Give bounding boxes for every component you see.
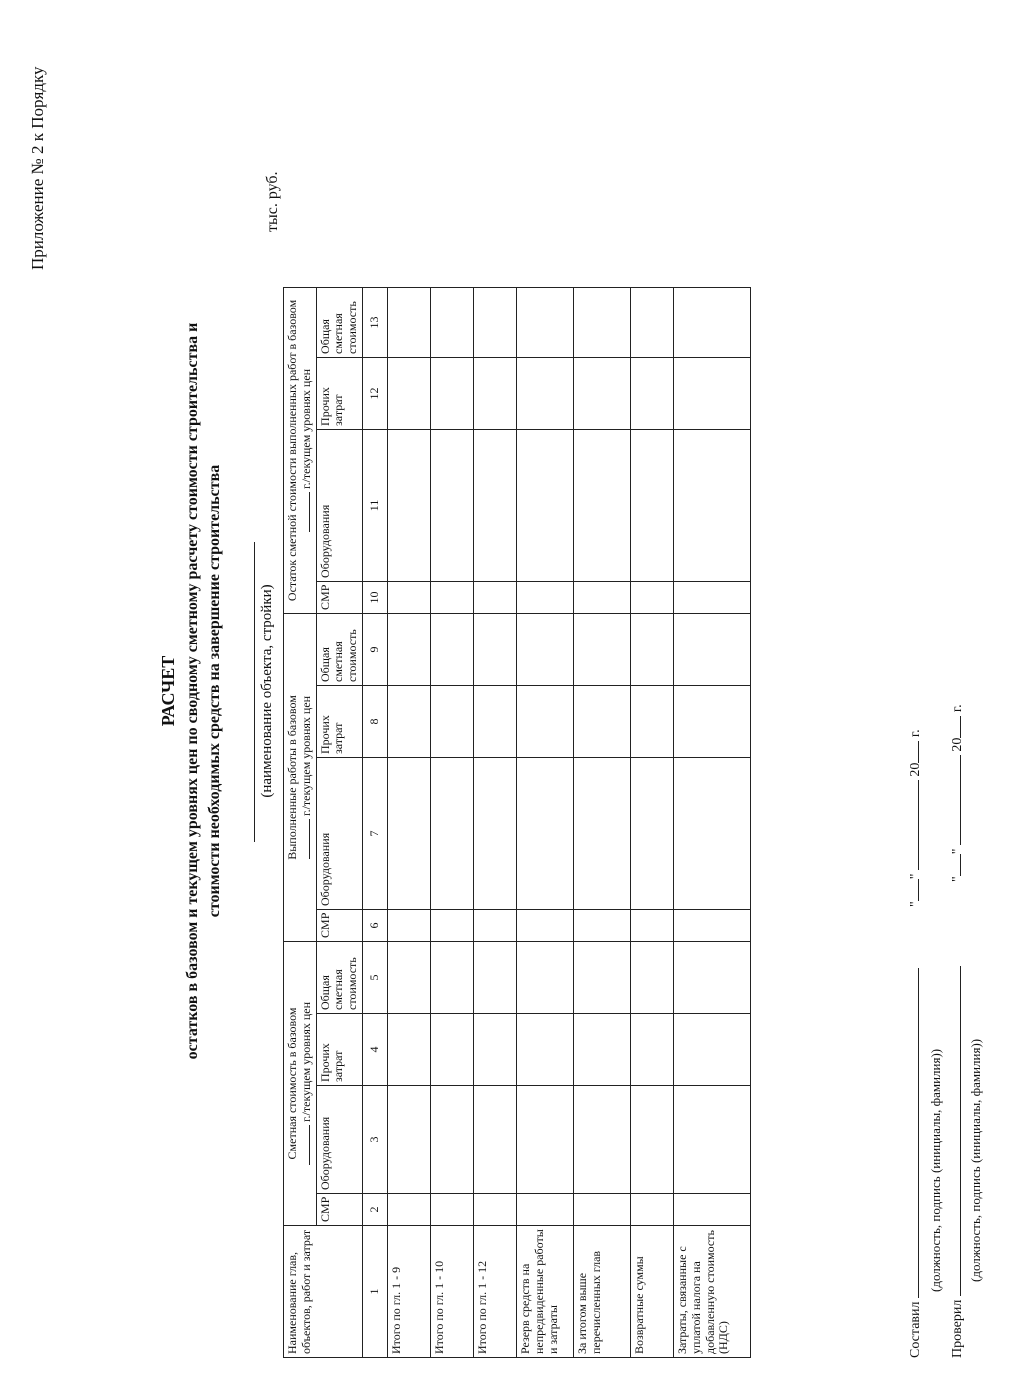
table-cell [516, 1086, 573, 1194]
table-cell [673, 757, 750, 909]
table-cell [630, 1014, 673, 1086]
table-cell [387, 357, 430, 429]
table-cell [630, 581, 673, 613]
column-number: 7 [362, 757, 387, 909]
table-row [430, 287, 473, 1357]
table-cell [473, 581, 516, 613]
table-cell [673, 429, 750, 581]
object-name-blank-line [254, 542, 255, 842]
table-cell [630, 287, 673, 357]
table-cell [630, 941, 673, 1013]
document-subtitle-line1: остатков в базовом и текущем уровнях цен по сводному сметному расчету стоимости строительства и [184, 322, 201, 1060]
table-cell [630, 357, 673, 429]
table-cell [630, 909, 673, 941]
table-cell [630, 685, 673, 757]
table-cell [673, 685, 750, 757]
table-cell [473, 941, 516, 1013]
subheader-other: Прочих затрат [316, 685, 362, 757]
column-number: 5 [362, 941, 387, 1013]
table-cell [573, 613, 630, 685]
document-title: РАСЧЕТ [158, 655, 178, 727]
table-cell [673, 287, 750, 357]
table-cell [473, 287, 516, 357]
column-number: 13 [362, 287, 387, 357]
subheader-smr: СМР [316, 1194, 362, 1226]
table-cell [473, 909, 516, 941]
subheader-other: Прочих затрат [316, 1014, 362, 1086]
table-row [473, 287, 516, 1357]
row-label: Затраты, связанные с уплатой налога на добавленную стоимость (НДС) [673, 1226, 750, 1358]
compiled-by-line [908, 968, 924, 1358]
table-cell [430, 909, 473, 941]
column-number: 11 [362, 429, 387, 581]
calculation-table [283, 287, 751, 1358]
table-cell [673, 581, 750, 613]
subheader-other: Прочих затрат [316, 357, 362, 429]
table-cell [673, 613, 750, 685]
table-cell [673, 909, 750, 941]
table-cell [573, 429, 630, 581]
column-number: 2 [362, 1194, 387, 1226]
table-cell [430, 1194, 473, 1226]
table-cell [387, 1014, 430, 1086]
table-cell [516, 613, 573, 685]
table-cell [387, 613, 430, 685]
object-name-caption: (наименование объекта, стройки) [259, 584, 275, 798]
column-number: 3 [362, 1086, 387, 1194]
subheader-equipment: Оборудования [316, 1086, 362, 1194]
table-row [630, 287, 673, 1357]
table-row [673, 287, 750, 1357]
table-cell [573, 1086, 630, 1194]
column-number: 1 [362, 1226, 387, 1358]
checked-date: "" 20 г. [950, 704, 965, 882]
table-cell [430, 1086, 473, 1194]
table-cell [673, 941, 750, 1013]
table-cell [630, 613, 673, 685]
header-group-remaining-cost: Остаток сметной стоимости выполненных работ в базовом г./текущем уровнях цен [284, 287, 317, 613]
table-cell [473, 429, 516, 581]
compiled-date: "" 20 г. [908, 729, 923, 907]
table-cell [630, 1194, 673, 1226]
subheader-equipment: Оборудования [316, 757, 362, 909]
table-cell [387, 1194, 430, 1226]
document-subtitle-line2: стоимости необходимых средств на завершение строительства [206, 464, 223, 918]
table-cell [573, 581, 630, 613]
table-cell [430, 685, 473, 757]
table-cell [473, 1014, 516, 1086]
table-cell [516, 287, 573, 357]
checked-by-signature-line [960, 966, 961, 1296]
checked-by-line [950, 966, 966, 1358]
header-group-estimated-cost: Сметная стоимость в базовом г./текущем уровнях цен [284, 941, 317, 1225]
table-cell [516, 757, 573, 909]
header-group-completed-works: Выполненные работы в базовом г./текущем уровнях цен [284, 613, 317, 941]
row-label: Резерв средств на непредвиденные работы и затраты [516, 1226, 573, 1358]
table-cell [673, 357, 750, 429]
table-cell [516, 429, 573, 581]
table-cell [430, 357, 473, 429]
table-cell [430, 613, 473, 685]
column-number: 10 [362, 581, 387, 613]
column-number: 4 [362, 1014, 387, 1086]
header-name-column: Наименование глав, объектов, работ и затрат [284, 1226, 363, 1358]
table-cell [473, 1086, 516, 1194]
checked-by-caption: (должность, подпись (инициалы, фамилия)) [968, 1038, 983, 1282]
table-cell [573, 685, 630, 757]
appendix-reference: Приложение № 2 к Порядку [28, 66, 47, 270]
table-row [516, 287, 573, 1357]
row-label: Возвратные суммы [630, 1226, 673, 1358]
table-cell [573, 757, 630, 909]
compiled-by-signature-line [918, 968, 919, 1298]
table-cell [630, 757, 673, 909]
row-label: Итого по гл. 1 - 10 [430, 1226, 473, 1358]
subheader-total: Общая сметная стоимость [316, 287, 362, 357]
table-cell [387, 757, 430, 909]
units-label: тыс. руб. [264, 171, 281, 232]
table-cell [387, 941, 430, 1013]
table-cell [573, 1194, 630, 1226]
table-cell [573, 287, 630, 357]
table-cell [573, 909, 630, 941]
table-cell [430, 581, 473, 613]
table-row [387, 287, 430, 1357]
compiled-by-caption: (должность, подпись (инициалы, фамилия)) [928, 1048, 943, 1292]
column-number: 9 [362, 613, 387, 685]
column-number: 8 [362, 685, 387, 757]
column-number: 6 [362, 909, 387, 941]
table-cell [387, 429, 430, 581]
table-cell [516, 941, 573, 1013]
table-row [573, 287, 630, 1357]
column-number-row [362, 287, 387, 1357]
table-cell [573, 941, 630, 1013]
row-label: За итогом выше перечисленных глав [573, 1226, 630, 1358]
table-cell [473, 757, 516, 909]
table-cell [473, 1194, 516, 1226]
subheader-smr: СМР [316, 909, 362, 941]
table-cell [630, 429, 673, 581]
subheader-smr: СМР [316, 581, 362, 613]
table-cell [387, 1086, 430, 1194]
column-number: 12 [362, 357, 387, 429]
table-cell [516, 1014, 573, 1086]
compiled-by-label: Составил [908, 1301, 923, 1358]
subheader-total: Общая сметная стоимость [316, 613, 362, 685]
header-row-subcolumns [316, 287, 362, 1357]
header-row-groups [284, 287, 317, 1357]
table-cell [516, 357, 573, 429]
subheader-equipment: Оборудования [316, 429, 362, 581]
table-cell [673, 1014, 750, 1086]
table-cell [387, 581, 430, 613]
table-cell [473, 357, 516, 429]
table-cell [573, 1014, 630, 1086]
table-cell [387, 909, 430, 941]
table-cell [430, 287, 473, 357]
table-cell [430, 757, 473, 909]
table-cell [430, 429, 473, 581]
table-cell [630, 1086, 673, 1194]
row-label: Итого по гл. 1 - 9 [387, 1226, 430, 1358]
table-cell [387, 287, 430, 357]
table-cell [473, 613, 516, 685]
table-cell [430, 941, 473, 1013]
table-cell [516, 685, 573, 757]
table-cell [473, 685, 516, 757]
table-cell [430, 1014, 473, 1086]
table-cell [673, 1194, 750, 1226]
row-label: Итого по гл. 1 - 12 [473, 1226, 516, 1358]
table-cell [516, 909, 573, 941]
table-cell [516, 581, 573, 613]
checked-by-label: Проверил [950, 1299, 965, 1358]
table-cell [673, 1086, 750, 1194]
table-cell [573, 357, 630, 429]
subheader-total: Общая сметная стоимость [316, 941, 362, 1013]
table-cell [516, 1194, 573, 1226]
table-cell [387, 685, 430, 757]
